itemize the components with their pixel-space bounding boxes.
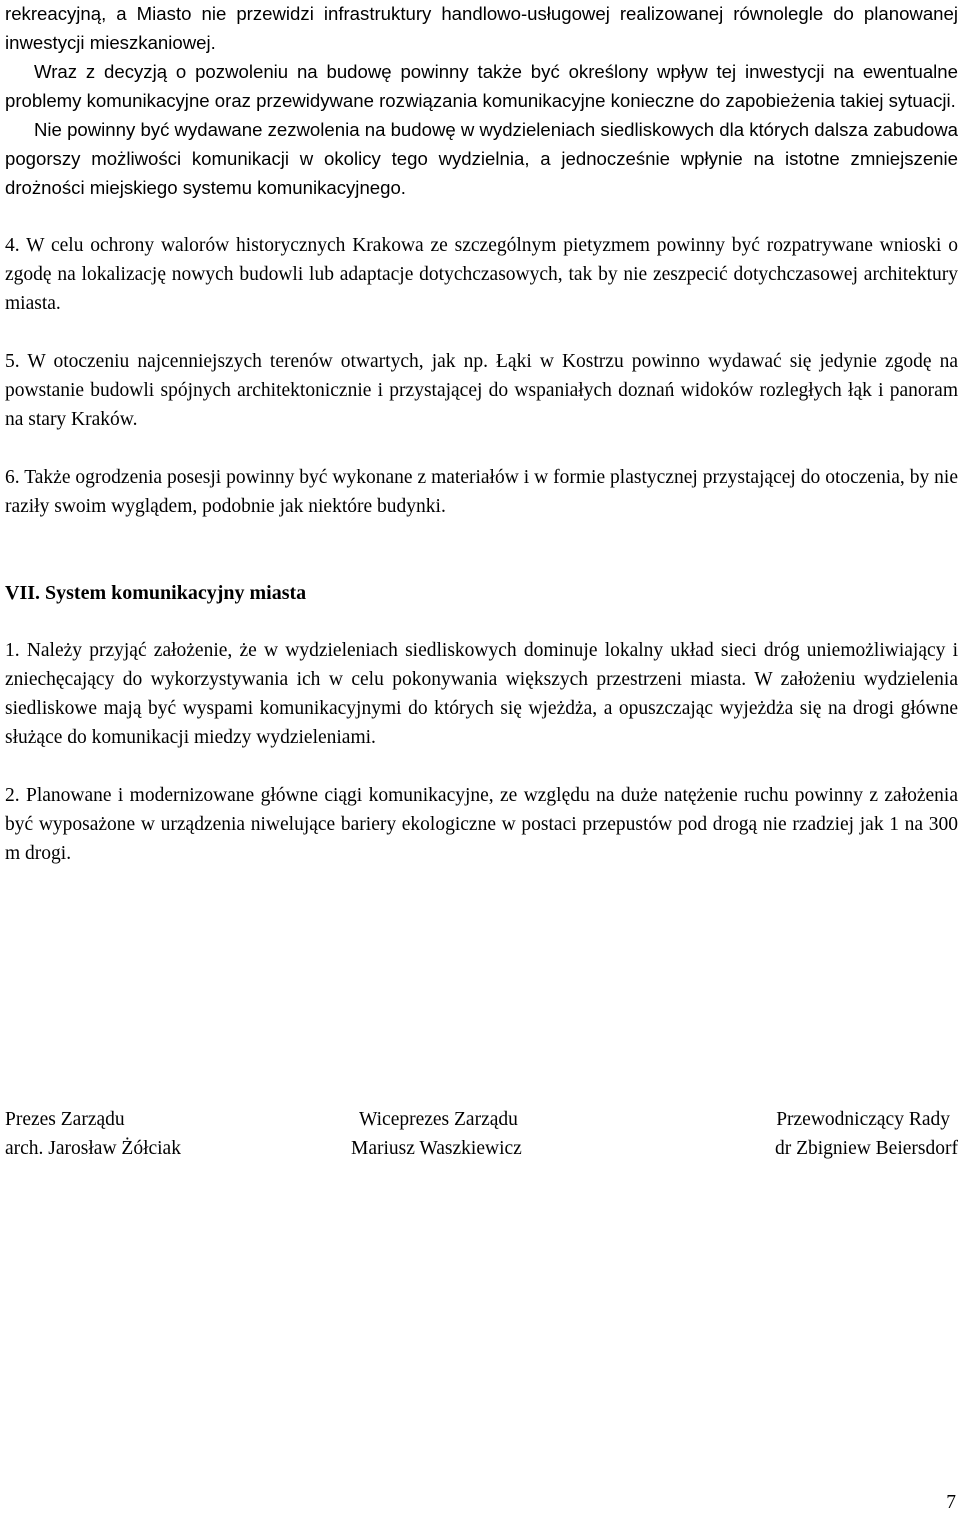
section-heading: VII. System komunikacyjny miasta — [5, 582, 307, 604]
signature-left-name: arch. Jarosław Żółciak — [5, 1138, 181, 1159]
paragraph-settlement-permits: Nie powinny być wydawane zezwolenia na budowę w wydzieleniach siedliskowych dla których dalsza zabudowa pogorszy możliwości komunikacji w okolicy tego wydzielnia, a jednocześnie wpłynie na istotne zmniejszenie drożności miejskiego systemu komunikacyjnego. — [5, 119, 958, 198]
paragraph-item-5: 5. W otoczeniu najcenniejszych terenów otwartych, jak np. Łąki w Kostrzu powinno wydawać się jedynie zgodę na powstanie budowli spójnych architektonicznie i przystającej do wspaniałych doznań widoków rozległych łąk i panoram na stary Kraków. — [5, 351, 958, 430]
section-item-1: 1. Należy przyjąć założenie, że w wydzieleniach siedliskowych dominuje lokalny układ sieci dróg uniemożliwiający i zniechęcający do wykorzystywania ich w celu pokonywania większych przestrzeni miasta. W założeniu wydzielenia siedliskowe mają być wyspami komunikacyjnymi do których się wjeżdża, a opuszczając wyjeżdża się na drogi główne służące do komunikacji miedzy wydzieleniami. — [5, 640, 958, 748]
page-number: 7 — [946, 1492, 956, 1513]
signature-middle-name: Mariusz Waszkiewicz — [351, 1138, 522, 1159]
section-item-2: 2. Planowane i modernizowane główne ciągi komunikacyjne, ze względu na duże natężenie ruchu powinny z założenia być wyposażone w urządzenia niwelujące bariery ekologiczne w postaci przepustów pod drogą nie rzadziej jak 1 na 300 m drogi. — [5, 785, 958, 864]
paragraph-building-permit: Wraz z decyzją o pozwoleniu na budowę powinny także być określony wpływ tej inwestycji na ewentualne problemy komunikacyjne oraz przewidywane rozwiązania komunikacyjne konieczne do zapobieżenia takiej sytuacji. — [5, 61, 958, 111]
paragraph-item-6: 6. Także ogrodzenia posesji powinny być wykonane z materiałów i w formie plastycznej przystającej do otoczenia, by nie raziły swoim wyglądem, podobnie jak niektóre budynki. — [5, 467, 958, 517]
signature-right-title: Przewodniczący Rady — [776, 1109, 950, 1130]
paragraph-continuation: rekreacyjną, a Miasto nie przewidzi infrastruktury handlowo-usługowej realizowanej równolegle do planowanej inwestycji mieszkaniowej. — [5, 3, 958, 53]
document-page — [5, 0, 958, 868]
signature-right-name: dr Zbigniew Beiersdorf — [774, 1138, 958, 1159]
signature-left-title: Prezes Zarządu — [5, 1109, 125, 1130]
paragraph-item-4: 4. W celu ochrony walorów historycznych Krakowa ze szczególnym pietyzmem powinny być rozpatrywane wnioski o zgodę na lokalizację nowych budowli lub adaptacje dotychczasowych, tak by nie zeszpecić dotychczasowej architektury miasta. — [5, 235, 958, 314]
signature-middle-title: Wiceprezes Zarządu — [359, 1109, 518, 1130]
